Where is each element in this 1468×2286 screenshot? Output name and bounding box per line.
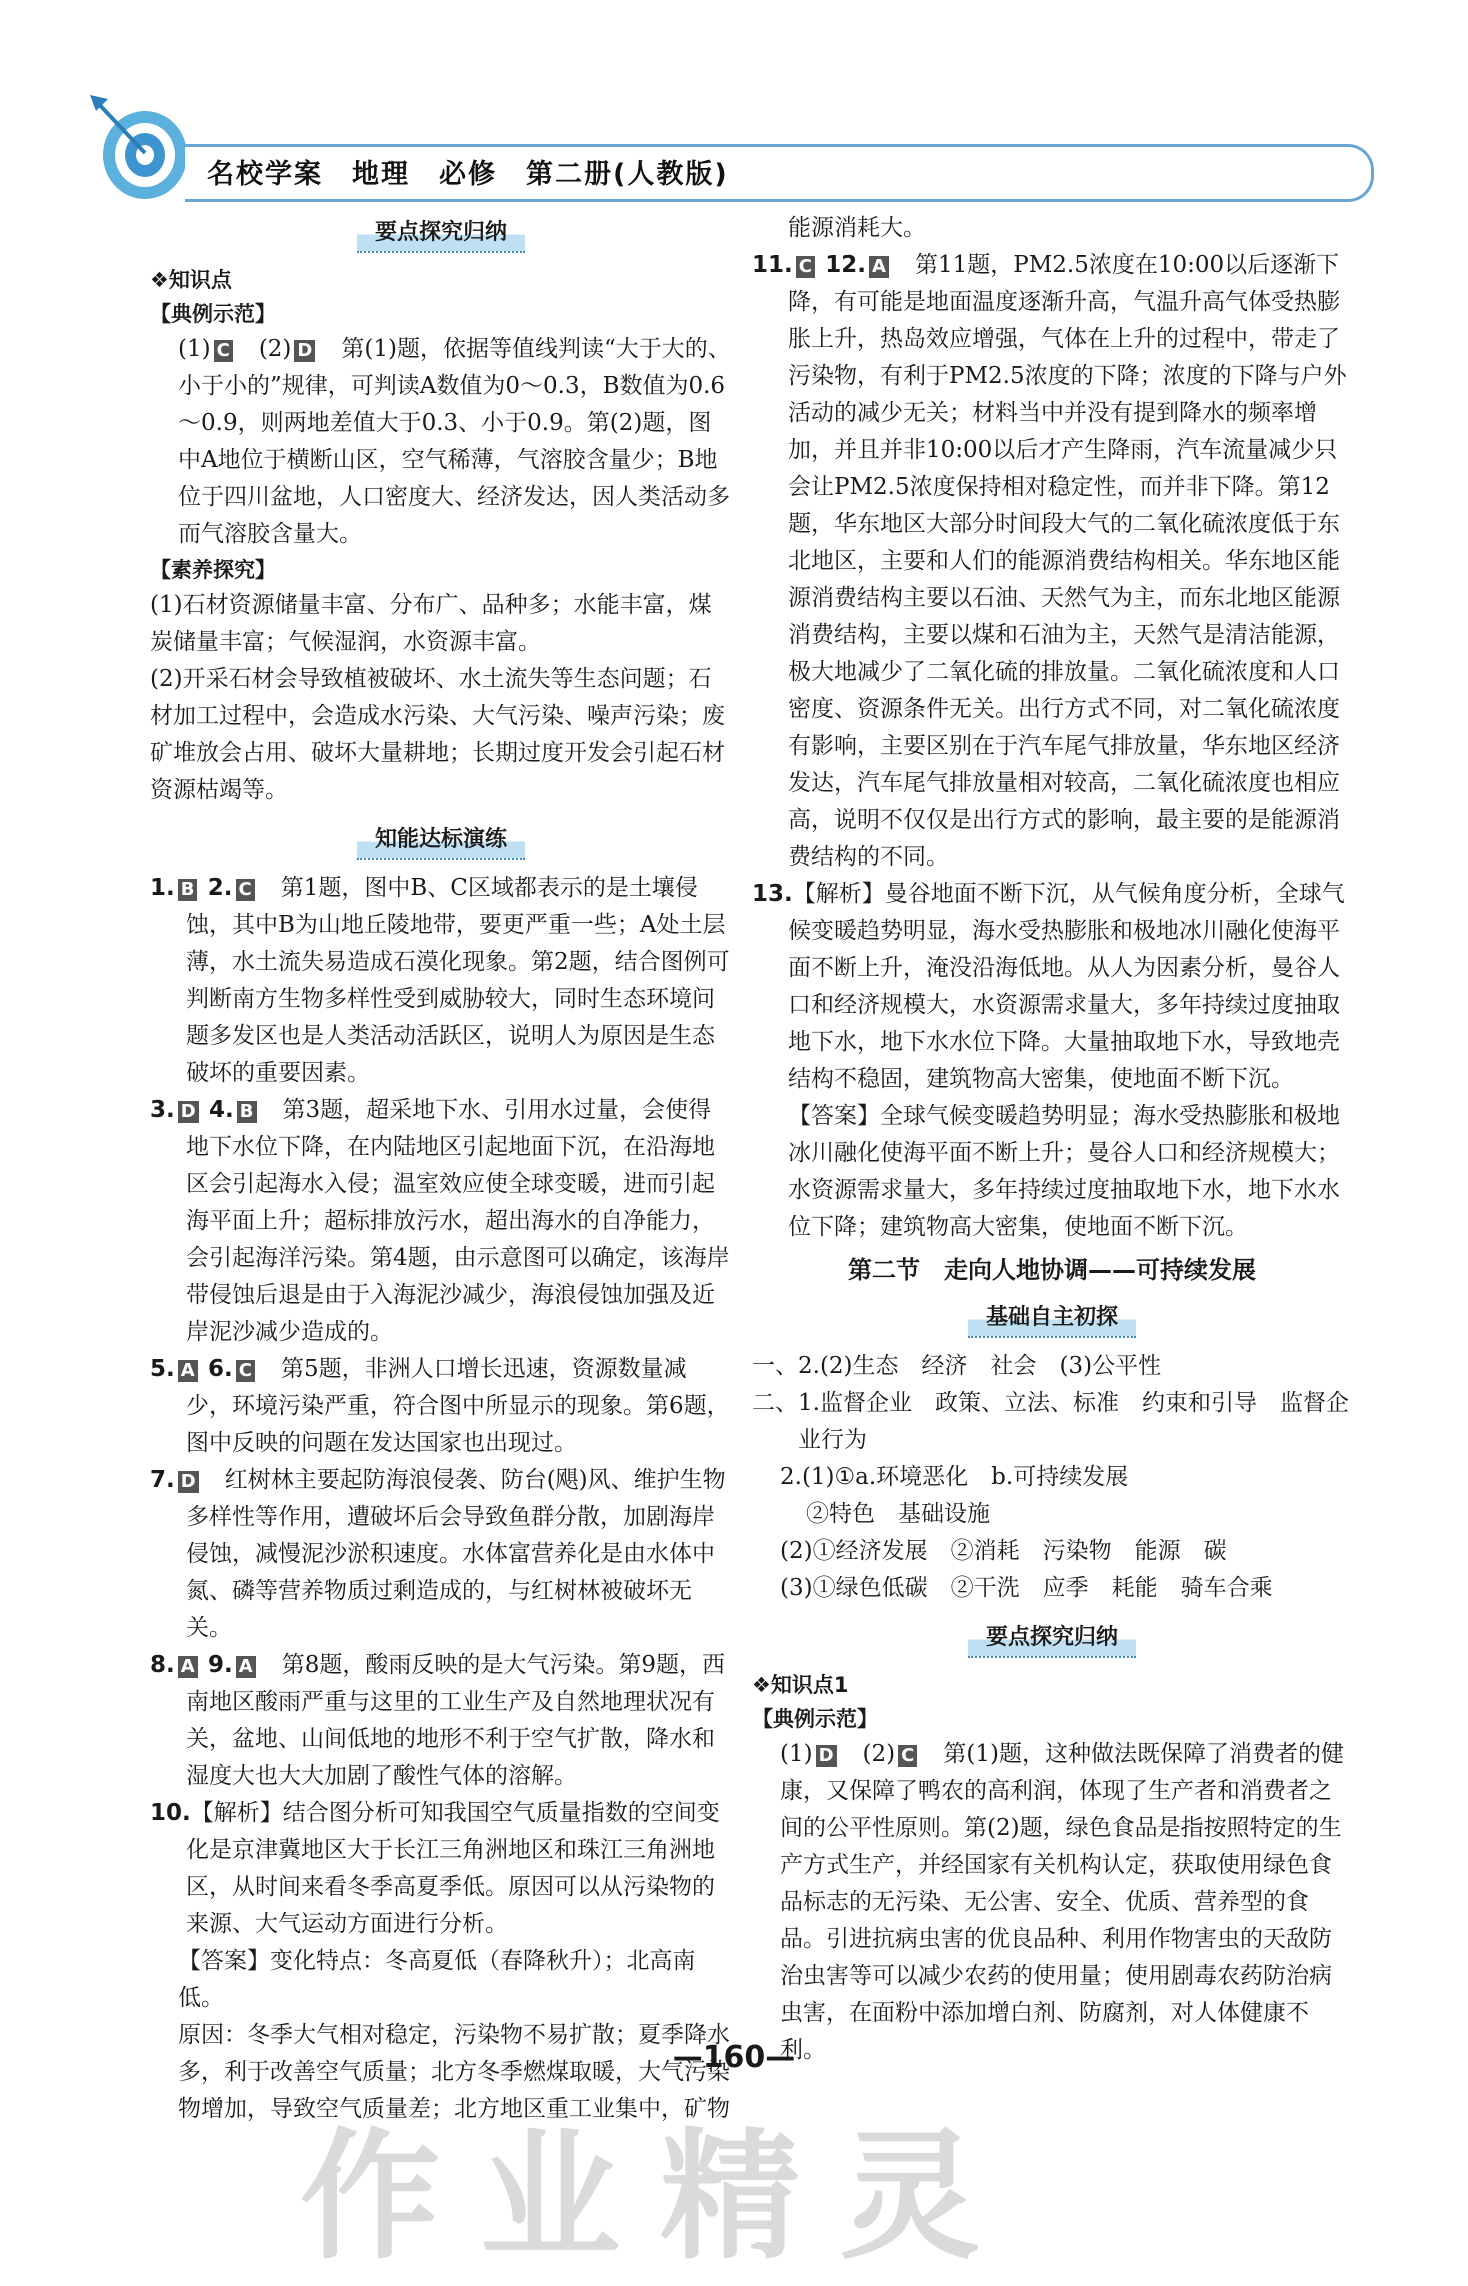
basic-answer: (2)①经济发展 ②消耗 污染物 能源 碳: [780, 1538, 1227, 1564]
basic-answer: ②特色 基础设施: [806, 1501, 990, 1527]
example-label: 【典例示范】: [752, 1707, 878, 1731]
answer-item: 11. C 12. A 第11题，PM2.5浓度在10:00以后逐渐下降，有可能是地面温度逐渐升高，气温升高气体受热膨胀上升，热岛效应增强，气体在上升的过程中，带走了污染物，有利于PM2.5浓度的下降；浓度的下降与户外活动的减少无关；材料当中并没有提到降水的频率增加，并且并非10:00以后才产生降雨，汽车流量减少只会让PM2.5浓度保持相对稳定性，而并非下降。第12题，华东地区大部分时间段大气的二氧化硫浓度低于东北地区，主要和人们的能源消费结构相关。华东地区能源消费结构主要以石油、天然气为主，而东北地区能源消费结构，主要以煤和石油为主，天然气是清洁能源，极大地减少了二氧化硫的排放量。二氧化硫浓度和人口密度、资源条件无关。出行方式不同，对二氧化硫浓度有影响，主要区别在于汽车尾气排放量，华东地区经济发达，汽车尾气排放量相对较高，二氧化硫浓度也相应高，说明不仅仅是出行方式的影响，最主要的是能源消费结构的不同。: [752, 252, 1347, 870]
basic-answer: (3)①绿色低碳 ②干洗 应季 耗能 骑车合乘: [780, 1575, 1273, 1601]
literacy-label: 【素养探究】: [150, 558, 276, 582]
literacy-answer-1: (1)石材资源储量丰富、分布广、品种多；水能丰富，煤炭储量丰富；气候湿润，水资源丰富。: [150, 592, 712, 655]
answer-item: 7. D 红树林主要起防海浪侵袭、防台(飓)风、维护生物多样性等作用，遭破坏后会导致鱼群分散，加剧海岸侵蚀，减慢泥沙淤积速度。水体富营养化是由水体中氮、磷等营养物质过剩造成的，与红树林被破坏无关。: [150, 1467, 726, 1641]
example-label: 【典例示范】: [150, 302, 276, 326]
basic-answer: 2.(1)①a.环境恶化 b.可持续发展: [780, 1464, 1129, 1490]
continued-text: 能源消耗大。: [788, 215, 926, 241]
knowledge-point-label: ❖知识点1: [752, 1673, 849, 1697]
chapter-title: 第二节 走向人地协调——可持续发展: [848, 1256, 1256, 1284]
page-number: —160—: [672, 2040, 796, 2075]
section-heading: 基础自主初探: [752, 1299, 1352, 1338]
answer-item: 3. D 4. B 第3题，超采地下水、引用水过量，会使得地下水位下降，在内陆地区引起地面下沉，在沿海地区会引起海水入侵；温室效应使全球变暖，进而引起海平面上升；超标排放污水，超出海水的自净能力，会引起海洋污染。第4题，由示意图可以确定，该海岸带侵蚀后退是由于入海泥沙减少，海浪侵蚀加强及近岸泥沙减少造成的。: [150, 1097, 730, 1345]
literacy-answer-2: (2)开采石材会导致植被破坏、水土流失等生态问题；石材加工过程中，会造成水污染、大气污染、噪声污染；废矿堆放会占用、破坏大量耕地；长期过度开发会引起石材资源枯竭等。: [150, 666, 725, 803]
right-column: [752, 210, 1352, 2069]
section-heading: 知能达标演练: [150, 821, 732, 860]
answer-item: 13.【解析】曼谷地面不断下沉，从气候角度分析，全球气候变暖趋势明显，海水受热膨胀和极地冰川融化使海平面不断上升，淹没沿海低地。从人为因素分析，曼谷人口和经济规模大，水资源需求量大，多年持续过度抽取地下水，地下水水位下降。大量抽取地下水，导致地壳结构不稳固，建筑物高大密集，使地面不断下沉。: [752, 881, 1345, 1092]
example-answer: (1) C (2) D 第(1)题，依据等值线判读“大于大的、小于小的”规律，可判读A数值为0～0.3，B数值为0.6～0.9，则两地差值大于0.3、小于0.9。第(2)题，图中A地位于横断山区，空气稀薄，气溶胶含量少；B地位于四川盆地，人口密度大、经济发达，因人类活动多而气溶胶含量大。: [178, 336, 731, 547]
answer-text: 【答案】变化特点：冬高夏低（春降秋升）；北高南低。: [178, 1948, 696, 2011]
header-title: 名校学案 地理 必修 第二册(人教版): [207, 159, 729, 190]
answer-item: 5. A 6. C 第5题，非洲人口增长迅速，资源数量减少，环境污染严重，符合图中所显示的现象。第6题，图中反映的问题在发达国家也出现过。: [150, 1356, 730, 1456]
section-heading: 要点探究归纳: [150, 214, 732, 253]
page-header: [95, 130, 1373, 196]
answer-item: 1. B 2. C 第1题，图中B、C区域都表示的是土壤侵蚀，其中B为山地丘陵地带，要更严重一些；A处土层薄，水土流失易造成石漠化现象。第2题，结合图例可判断南方生物多样性受到威胁较大，同时生态环境问题多发区也是人类活动活跃区，说明人为原因是生态破坏的重要因素。: [150, 875, 730, 1086]
answer-text: 【答案】全球气候变暖趋势明显；海水受热膨胀和极地冰川融化使海平面不断上升；曼谷人口和经济规模大；水资源需求量大，多年持续过度抽取地下水，地下水水位下降；建筑物高大密集，使地面不断下沉。: [788, 1103, 1340, 1240]
answer-item: 10.【解析】结合图分析可知我国空气质量指数的空间变化是京津冀地区大于长江三角洲地区和珠江三角洲地区，从时间来看冬季高夏季低。原因可以从污染物的来源、大气运动方面进行分析。: [150, 1800, 720, 1937]
basic-answer: 一、2.(2)生态 经济 社会 (3)公平性: [752, 1353, 1162, 1379]
basic-answer: 二、1.监督企业 政策、立法、标准 约束和引导 监督企业行为: [752, 1390, 1349, 1453]
knowledge-point-label: ❖知识点: [150, 268, 232, 292]
section-heading: 要点探究归纳: [752, 1619, 1352, 1658]
answer-text: 原因：冬季大气相对稳定，污染物不易扩散；夏季降水多，利于改善空气质量；北方冬季燃煤取暖，大气污染物增加，导致空气质量差；北方地区重工业集中，矿物: [178, 2022, 730, 2122]
example-answer: (1) D (2) C 第(1)题，这种做法既保障了消费者的健康，又保障了鸭农的高利润，体现了生产者和消费者之间的公平性原则。第(2)题，绿色食品是指按照特定的生产方式生产，并经国家有关机构认定，获取使用绿色食品标志的无污染、无公害、安全、优质、营养型的食品。引进抗病虫害的优良品种、利用作物害虫的天敌防治虫害等可以减少农药的使用量；使用剧毒农药防治病虫害，在面粉中添加增白剂、防腐剂，对人体健康不利。: [780, 1741, 1344, 2063]
watermark: 作业精灵: [300, 2116, 1021, 2279]
left-column: [150, 210, 732, 2128]
answer-item: 8. A 9. A 第8题，酸雨反映的是大气污染。第9题，西南地区酸雨严重与这里的工业生产及自然地理状况有关，盆地、山间低地的地形不利于空气扩散，降水和湿度大也大大加剧了酸性气体的溶解。: [150, 1652, 725, 1789]
